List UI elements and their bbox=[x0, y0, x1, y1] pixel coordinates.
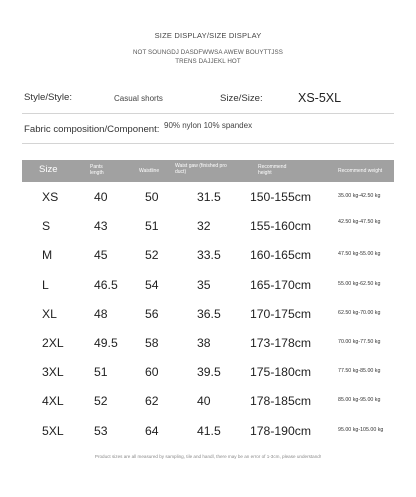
cell-pants-length: 45 bbox=[94, 248, 108, 263]
cell-recommend-weight: 62.50 kg-70.00 kg bbox=[338, 309, 381, 316]
header-waist-girth: Waist gaw (finished pro duct) bbox=[175, 163, 227, 175]
header-waistline: Waistline bbox=[139, 168, 160, 174]
cell-size: S bbox=[42, 219, 51, 234]
table-row bbox=[22, 241, 394, 270]
table-header bbox=[22, 160, 394, 182]
cell-recommend-height: 165-170cm bbox=[250, 277, 311, 292]
cell-recommend-weight: 77.50 kg-85.00 kg bbox=[338, 368, 381, 375]
cell-recommend-height: 160-165cm bbox=[250, 248, 311, 263]
cell-recommend-weight: 47.50 kg-55.00 kg bbox=[338, 251, 381, 258]
subtitle-line-2: TRENS DAJJEKL HOT bbox=[175, 58, 241, 65]
fabric-value: 90% nylon 10% spandex bbox=[164, 121, 253, 130]
table-row bbox=[22, 271, 394, 300]
cell-recommend-height: 173-178cm bbox=[250, 336, 311, 350]
cell-waist-girth: 38 bbox=[197, 336, 211, 350]
header-size: Size bbox=[39, 164, 58, 175]
header-recommend-weight: Recommend weight bbox=[338, 168, 383, 174]
footer-note: Product sizes are all measured by sampling, tile and handl, there may be an error of 1-3cm, please understand! bbox=[94, 454, 322, 459]
cell-pants-length: 43 bbox=[94, 219, 108, 234]
cell-size: 2XL bbox=[42, 336, 64, 350]
size-label: Size/Size: bbox=[220, 93, 263, 104]
cell-waistline: 50 bbox=[145, 190, 159, 204]
table-row bbox=[22, 212, 394, 241]
cell-waist-girth: 40 bbox=[197, 394, 211, 409]
cell-recommend-height: 150-155cm bbox=[250, 190, 311, 204]
cell-waistline: 52 bbox=[145, 248, 159, 263]
cell-recommend-weight: 95.00 kg-105.00 kg bbox=[338, 426, 384, 433]
cell-waist-girth: 35 bbox=[197, 277, 211, 292]
cell-waistline: 58 bbox=[145, 336, 159, 350]
cell-waistline: 64 bbox=[145, 423, 159, 438]
fabric-label: Fabric composition/Component: bbox=[24, 124, 160, 135]
page-title: SIZE DISPLAY/SIZE DISPLAY bbox=[154, 31, 262, 40]
cell-size: M bbox=[42, 248, 53, 263]
cell-pants-length: 53 bbox=[94, 423, 108, 438]
cell-recommend-height: 155-160cm bbox=[250, 219, 311, 234]
cell-waist-girth: 32 bbox=[197, 219, 211, 234]
table-row bbox=[22, 358, 394, 387]
cell-waistline: 54 bbox=[145, 277, 159, 292]
style-label: Style/Style: bbox=[24, 92, 72, 103]
cell-waist-girth: 36.5 bbox=[197, 306, 221, 321]
cell-waist-girth: 39.5 bbox=[197, 365, 221, 380]
cell-recommend-weight: 42.50 kg-47.50 kg bbox=[338, 219, 381, 226]
cell-size: 5XL bbox=[42, 423, 64, 438]
cell-size: XS bbox=[42, 190, 59, 204]
header-pants-length: Pants length bbox=[90, 164, 104, 176]
cell-recommend-weight: 70.00 kg-77.50 kg bbox=[338, 339, 381, 345]
cell-pants-length: 49.5 bbox=[94, 336, 118, 350]
cell-pants-length: 51 bbox=[94, 365, 108, 380]
style-value: Casual shorts bbox=[114, 94, 163, 103]
subtitle-line-1: NOT SOUNGDJ DASDFWWSA AWEW BOUYTTJSS bbox=[132, 49, 284, 56]
cell-size: XL bbox=[42, 306, 57, 321]
cell-waist-girth: 31.5 bbox=[197, 190, 221, 204]
cell-pants-length: 40 bbox=[94, 190, 108, 204]
cell-recommend-height: 178-185cm bbox=[250, 394, 311, 409]
fabric-divider bbox=[22, 143, 394, 144]
cell-recommend-weight: 55.00 kg-62.50 kg bbox=[338, 280, 381, 287]
cell-size: 3XL bbox=[42, 365, 64, 380]
cell-recommend-height: 170-175cm bbox=[250, 306, 311, 321]
cell-waist-girth: 33.5 bbox=[197, 248, 221, 263]
size-value: XS-5XL bbox=[298, 91, 342, 105]
table-row bbox=[22, 387, 394, 416]
cell-recommend-weight: 35.00 kg-42.50 kg bbox=[338, 193, 381, 199]
table-row bbox=[22, 329, 394, 358]
table-row bbox=[22, 417, 394, 446]
cell-waistline: 62 bbox=[145, 394, 159, 409]
cell-pants-length: 52 bbox=[94, 394, 108, 409]
header-recommend-height: Recommend height bbox=[258, 164, 287, 176]
cell-waistline: 60 bbox=[145, 365, 159, 380]
cell-waistline: 51 bbox=[145, 219, 159, 234]
table-row bbox=[22, 183, 394, 212]
cell-size: L bbox=[42, 277, 49, 292]
cell-recommend-height: 178-190cm bbox=[250, 423, 311, 438]
cell-pants-length: 46.5 bbox=[94, 277, 118, 292]
cell-recommend-height: 175-180cm bbox=[250, 365, 311, 380]
cell-pants-length: 48 bbox=[94, 306, 108, 321]
info-divider bbox=[22, 113, 394, 114]
table-row bbox=[22, 300, 394, 329]
cell-recommend-weight: 85.00 kg-95.00 kg bbox=[338, 397, 381, 404]
cell-waist-girth: 41.5 bbox=[197, 423, 221, 438]
cell-waistline: 56 bbox=[145, 306, 159, 321]
cell-size: 4XL bbox=[42, 394, 64, 409]
